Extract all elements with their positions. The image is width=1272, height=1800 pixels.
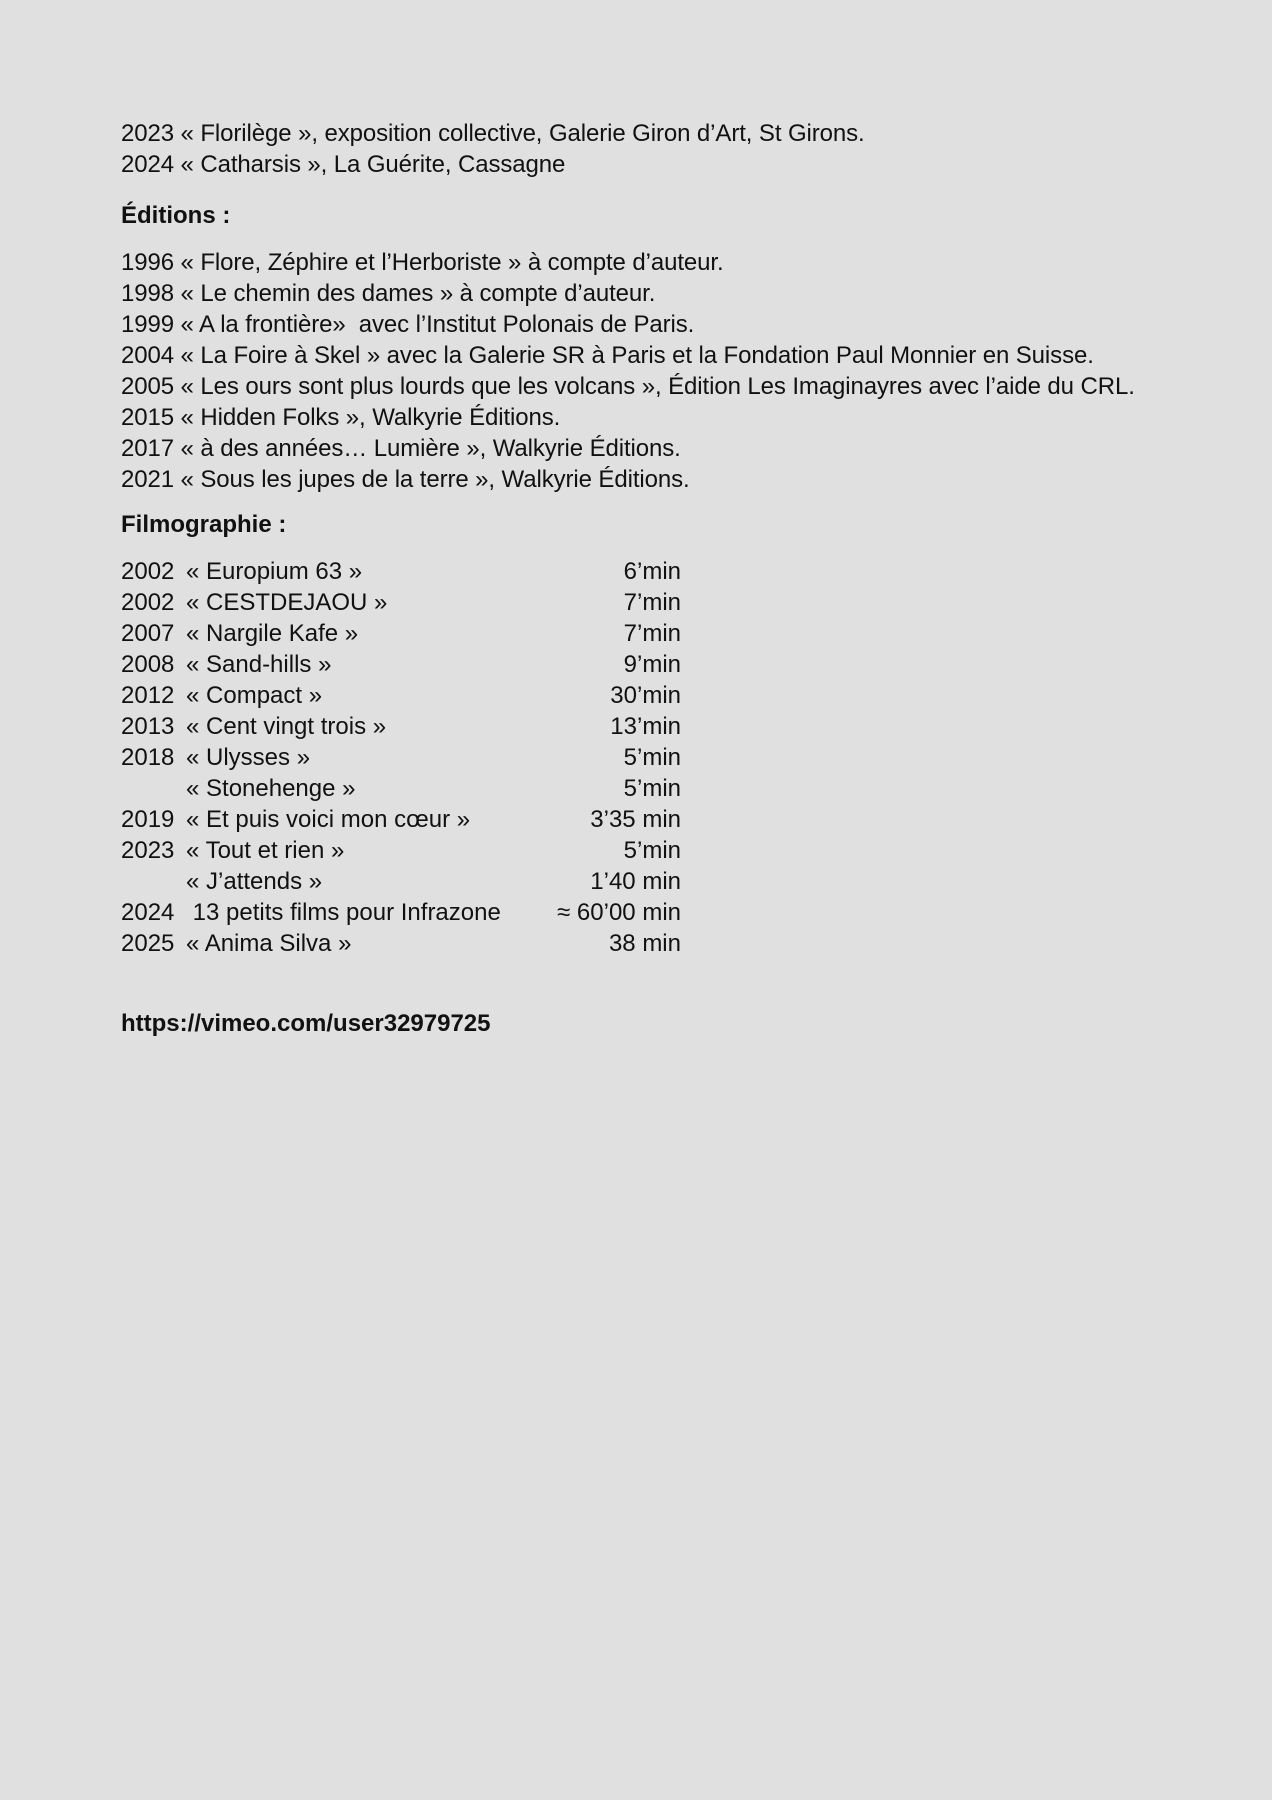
film-title: « J’attends »: [186, 868, 323, 895]
film-year: 2013: [121, 713, 175, 740]
film-title: « Anima Silva »: [186, 930, 352, 957]
film-year: 2007: [121, 620, 175, 647]
film-title: « Ulysses »: [186, 744, 311, 771]
film-duration: 9’min: [623, 651, 681, 678]
film-year: 2002: [121, 589, 175, 616]
film-year: 2024: [121, 899, 175, 926]
edition-item: 2015 « Hidden Folks », Walkyrie Éditions.: [121, 404, 561, 431]
film-duration: 1’40 min: [590, 868, 681, 895]
edition-item: 2004 « La Foire à Skel » avec la Galerie SR à Paris et la Fondation Paul Monnier en Suisse.: [121, 342, 1094, 369]
film-row: [121, 680, 681, 711]
film-title: « Cent vingt trois »: [186, 713, 387, 740]
film-duration: 6’min: [623, 558, 681, 585]
film-year: 2008: [121, 651, 175, 678]
film-duration: 3’35 min: [590, 806, 681, 833]
film-row: [121, 618, 681, 649]
film-row: [121, 804, 681, 835]
film-year: 2025: [121, 930, 175, 957]
film-row: [121, 556, 681, 587]
film-year: 2018: [121, 744, 175, 771]
film-title: « Europium 63 »: [186, 558, 363, 585]
filmographie-heading: Filmographie :: [121, 511, 287, 538]
film-title: 13 petits films pour Infrazone: [186, 899, 501, 926]
editions-list: [121, 247, 1181, 495]
film-duration: ≈ 60’00 min: [557, 899, 681, 926]
film-year: 2019: [121, 806, 175, 833]
film-row: [121, 928, 681, 959]
edition-item: 2017 « à des années… Lumière », Walkyrie Éditions.: [121, 435, 681, 462]
film-title: « Tout et rien »: [186, 837, 345, 864]
exposition-item: 2024 « Catharsis », La Guérite, Cassagne: [121, 151, 566, 178]
film-duration: 38 min: [608, 930, 681, 957]
film-year: 2012: [121, 682, 175, 709]
film-duration: 5’min: [623, 775, 681, 802]
film-title: « Sand-hills »: [186, 651, 332, 678]
vimeo-link[interactable]: https://vimeo.com/user32979725: [121, 1010, 491, 1037]
edition-item: 1998 « Le chemin des dames » à compte d’auteur.: [121, 280, 656, 307]
film-duration: 13’min: [610, 713, 681, 740]
document-page: [121, 118, 1181, 1039]
film-duration: 5’min: [623, 837, 681, 864]
film-year: [121, 866, 186, 897]
film-row: [121, 773, 681, 804]
film-row: [121, 897, 681, 928]
film-row: [121, 835, 681, 866]
film-title: « Stonehenge »: [186, 775, 356, 802]
film-duration: 5’min: [623, 744, 681, 771]
film-year: [121, 773, 186, 804]
edition-item: 1996 « Flore, Zéphire et l’Herboriste » à compte d’auteur.: [121, 249, 724, 276]
film-duration: 30’min: [610, 682, 681, 709]
film-title: « Compact »: [186, 682, 323, 709]
expositions-list: [121, 118, 1181, 180]
film-row: [121, 587, 681, 618]
film-row: [121, 866, 681, 897]
film-row: [121, 742, 681, 773]
film-duration: 7’min: [623, 589, 681, 616]
editions-heading: Éditions :: [121, 202, 231, 229]
film-row: [121, 711, 681, 742]
film-duration: 7’min: [623, 620, 681, 647]
film-title: « CESTDEJAOU »: [186, 589, 388, 616]
film-title: « Et puis voici mon cœur »: [186, 806, 471, 833]
film-year: 2002: [121, 558, 175, 585]
exposition-item: 2023 « Florilège », exposition collective, Galerie Giron d’Art, St Girons.: [121, 120, 865, 147]
film-title: « Nargile Kafe »: [186, 620, 359, 647]
film-row: [121, 649, 681, 680]
edition-item: 1999 « A la frontière» avec l’Institut Polonais de Paris.: [121, 311, 695, 338]
edition-item: 2005 « Les ours sont plus lourds que les volcans », Édition Les Imaginayres avec l’aide du CRL.: [121, 373, 1135, 400]
edition-item: 2021 « Sous les jupes de la terre », Walkyrie Éditions.: [121, 466, 690, 493]
film-year: 2023: [121, 837, 175, 864]
film-list: [121, 556, 1181, 959]
